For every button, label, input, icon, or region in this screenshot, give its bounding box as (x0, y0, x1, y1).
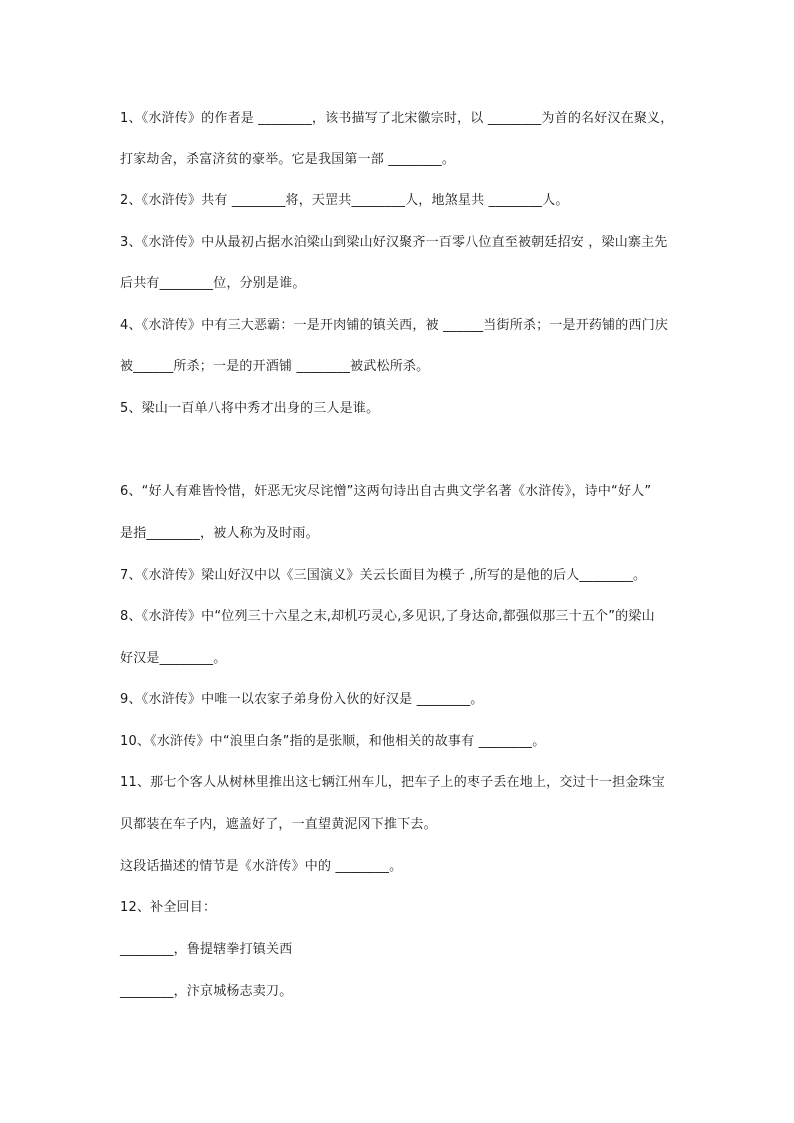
question-2: 2、《水浒传》共有 ________将，天罡共________人，地煞星共 ________人。 (120, 193, 569, 208)
question-3-line-2: 后共有________位，分别是谁。 (120, 276, 306, 291)
question-7: 7、《水浒传》梁山好汉中以《三国演义》关云长面目为模子 ,所写的是他的后人________。 (120, 568, 647, 583)
question-11-line-3: 这段话描述的情节是《水浒传》中的 ________。 (120, 859, 403, 874)
question-8-line-1: 8、《水浒传》中“位列三十六星之末,却机巧灵心,多见识,了身达命,都强似那三十五个”的梁山 (120, 609, 655, 624)
question-12-item-1: ________，鲁提辖拳打镇关西 (120, 942, 293, 957)
question-8-line-2: 好汉是________。 (120, 651, 227, 666)
question-12-item-2: ________，汴京城杨志卖刀。 (120, 984, 293, 999)
question-4-line-2: 被______所杀；一是的开酒铺 ________被武松所杀。 (120, 359, 430, 374)
question-4-line-1: 4、《水浒传》中有三大恶霸：一是开肉铺的镇关西，被 ______当街所杀；一是开药铺的西门庆 (120, 318, 669, 333)
question-6-line-1: 6、“好人有难皆怜惜，奸恶无灾尽诧憎”这两句诗出自古典文学名著《水浒传》，诗中“好人” (120, 484, 652, 499)
question-6-line-2: 是指________，被人称为及时雨。 (120, 526, 319, 541)
question-12: 12、补全回目： (120, 900, 217, 915)
question-1-line-2: 打家劫舍，杀富济贫的豪举。它是我国第一部 ________。 (120, 152, 456, 167)
question-11-line-1: 11、那七个客人从树林里推出这七辆江州车儿，把车子上的枣子丢在地上，交过十一担金珠宝 (120, 775, 665, 790)
question-1-line-1: 1、《水浒传》的作者是 ________，该书描写了北宋徽宗时，以 ________为首的名好汉在聚义， (120, 111, 674, 126)
question-5: 5、梁山一百单八将中秀才出身的三人是谁。 (120, 401, 380, 416)
question-10: 10、《水浒传》中“浪里白条”指的是张顺，和他相关的故事有 ________。 (120, 734, 546, 749)
question-11-line-2: 贝都装在车子内，遮盖好了，一直望黄泥冈下推下去。 (120, 817, 437, 832)
question-9: 9、《水浒传》中唯一以农家子弟身份入伙的好汉是 ________。 (120, 692, 484, 707)
question-3-line-1: 3、《水浒传》中从最初占据水泊梁山到梁山好汉聚齐一百零八位直至被朝廷招安 ，梁山寨主先 (120, 235, 668, 250)
